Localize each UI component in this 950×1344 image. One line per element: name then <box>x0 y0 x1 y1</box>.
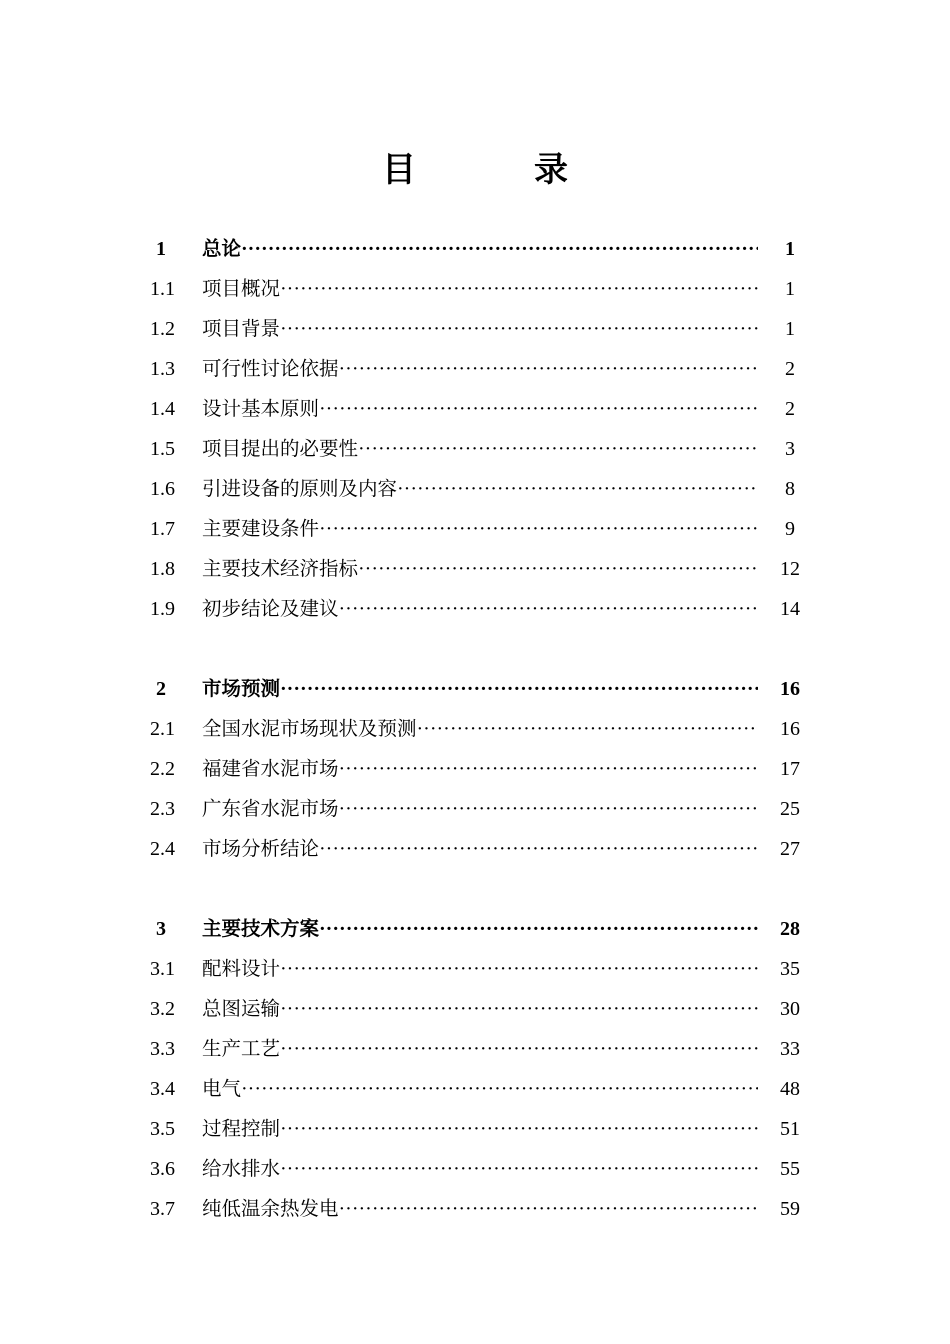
dot-leader <box>280 949 758 989</box>
dot-leader <box>280 1149 758 1189</box>
section-title: 设计基本原则 <box>202 397 320 420</box>
page-number: 51 <box>780 1118 800 1140</box>
section-number: 1.8 <box>150 558 175 580</box>
section-number: 1.4 <box>150 398 175 420</box>
section-title: 项目概况 <box>202 277 281 300</box>
page-title: 目 录 <box>382 150 610 190</box>
section-title: 主要建设条件 <box>202 517 320 540</box>
toc-item[interactable] <box>0 829 950 869</box>
page-number: 1 <box>785 278 795 300</box>
page-number: 16 <box>780 718 800 740</box>
toc-item[interactable] <box>0 1189 950 1229</box>
section-number: 3.4 <box>150 1078 175 1100</box>
dot-leader <box>417 709 758 749</box>
dot-leader <box>280 1109 758 1149</box>
dot-leader <box>319 909 758 949</box>
dot-leader <box>358 549 758 589</box>
page-number: 8 <box>785 478 795 500</box>
section-title: 市场分析结论 <box>202 837 320 860</box>
section-title: 引进设备的原则及内容 <box>202 477 398 500</box>
toc-chapter-2[interactable] <box>0 669 950 709</box>
section-title: 过程控制 <box>202 1117 281 1140</box>
section-title: 生产工艺 <box>202 1037 281 1060</box>
page-number: 27 <box>780 838 800 860</box>
page-number: 17 <box>780 758 800 780</box>
section-title: 可行性讨论依据 <box>202 357 339 380</box>
toc-item[interactable] <box>0 789 950 829</box>
toc-item[interactable] <box>0 429 950 469</box>
toc-item[interactable] <box>0 709 950 749</box>
page-number: 33 <box>780 1038 800 1060</box>
section-number: 3.3 <box>150 1038 175 1060</box>
section-title: 全国水泥市场现状及预测 <box>202 717 417 740</box>
section-number: 1.9 <box>150 598 175 620</box>
page-number: 16 <box>780 678 800 700</box>
dot-leader <box>280 669 758 709</box>
toc-item[interactable] <box>0 549 950 589</box>
toc-item[interactable] <box>0 1029 950 1069</box>
section-number: 1.3 <box>150 358 175 380</box>
section-number: 3.7 <box>150 1198 175 1220</box>
dot-leader <box>339 749 758 789</box>
toc-item[interactable] <box>0 349 950 389</box>
section-number: 1.1 <box>150 278 175 300</box>
chapter-title: 主要技术方案 <box>202 917 320 940</box>
section-title: 总图运输 <box>202 997 281 1020</box>
section-title: 广东省水泥市场 <box>202 797 339 820</box>
page-number: 9 <box>785 518 795 540</box>
toc-item[interactable] <box>0 1149 950 1189</box>
toc-item[interactable] <box>0 269 950 309</box>
page-number: 3 <box>785 438 795 460</box>
chapter-number: 3 <box>156 918 166 940</box>
chapter-title: 市场预测 <box>202 677 281 700</box>
toc-item[interactable] <box>0 1109 950 1149</box>
chapter-spacer <box>0 869 950 909</box>
dot-leader <box>339 589 758 629</box>
dot-leader <box>319 829 758 869</box>
toc-item[interactable] <box>0 309 950 349</box>
toc-item[interactable] <box>0 589 950 629</box>
toc-item[interactable] <box>0 469 950 509</box>
section-number: 1.2 <box>150 318 175 340</box>
section-number: 1.6 <box>150 478 175 500</box>
dot-leader <box>339 789 758 829</box>
section-title: 纯低温余热发电 <box>202 1197 339 1220</box>
section-number: 3.6 <box>150 1158 175 1180</box>
page-number: 25 <box>780 798 800 820</box>
page-number: 1 <box>785 238 795 260</box>
section-title: 项目背景 <box>202 317 281 340</box>
section-number: 3.5 <box>150 1118 175 1140</box>
section-title: 电气 <box>202 1077 242 1100</box>
dot-leader <box>280 1029 758 1069</box>
dot-leader <box>319 389 758 429</box>
dot-leader <box>319 509 758 549</box>
toc-item[interactable] <box>0 949 950 989</box>
page-number: 12 <box>780 558 800 580</box>
toc-item[interactable] <box>0 509 950 549</box>
toc-chapter-1[interactable] <box>0 229 950 269</box>
section-title: 给水排水 <box>202 1157 281 1180</box>
dot-leader <box>241 229 758 269</box>
page-number: 28 <box>780 918 800 940</box>
chapter-spacer <box>0 629 950 669</box>
page-number: 14 <box>780 598 800 620</box>
dot-leader <box>397 469 758 509</box>
toc-item[interactable] <box>0 749 950 789</box>
dot-leader <box>339 349 758 389</box>
toc-item[interactable] <box>0 989 950 1029</box>
chapter-title: 总论 <box>202 237 242 260</box>
section-number: 2.2 <box>150 758 175 780</box>
section-title: 主要技术经济指标 <box>202 557 359 580</box>
table-of-contents <box>0 229 950 1229</box>
page-number: 35 <box>780 958 800 980</box>
chapter-number: 2 <box>156 678 166 700</box>
page-number: 2 <box>785 398 795 420</box>
section-title: 项目提出的必要性 <box>202 437 359 460</box>
page-number: 30 <box>780 998 800 1020</box>
section-number: 2.4 <box>150 838 175 860</box>
page-number: 1 <box>785 318 795 340</box>
section-title: 初步结论及建议 <box>202 597 339 620</box>
toc-chapter-3[interactable] <box>0 909 950 949</box>
page-number: 55 <box>780 1158 800 1180</box>
page-number: 2 <box>785 358 795 380</box>
toc-item[interactable] <box>0 389 950 429</box>
chapter-number: 1 <box>156 238 166 260</box>
toc-item[interactable] <box>0 1069 950 1109</box>
section-title: 配料设计 <box>202 957 281 980</box>
dot-leader <box>280 989 758 1029</box>
dot-leader <box>280 309 758 349</box>
page-number: 59 <box>780 1198 800 1220</box>
dot-leader <box>241 1069 758 1109</box>
dot-leader <box>280 269 758 309</box>
page-number: 48 <box>780 1078 800 1100</box>
section-number: 1.7 <box>150 518 175 540</box>
dot-leader <box>358 429 758 469</box>
section-number: 2.3 <box>150 798 175 820</box>
section-title: 福建省水泥市场 <box>202 757 339 780</box>
section-number: 1.5 <box>150 438 175 460</box>
section-number: 3.1 <box>150 958 175 980</box>
dot-leader <box>339 1189 758 1229</box>
section-number: 3.2 <box>150 998 175 1020</box>
section-number: 2.1 <box>150 718 175 740</box>
